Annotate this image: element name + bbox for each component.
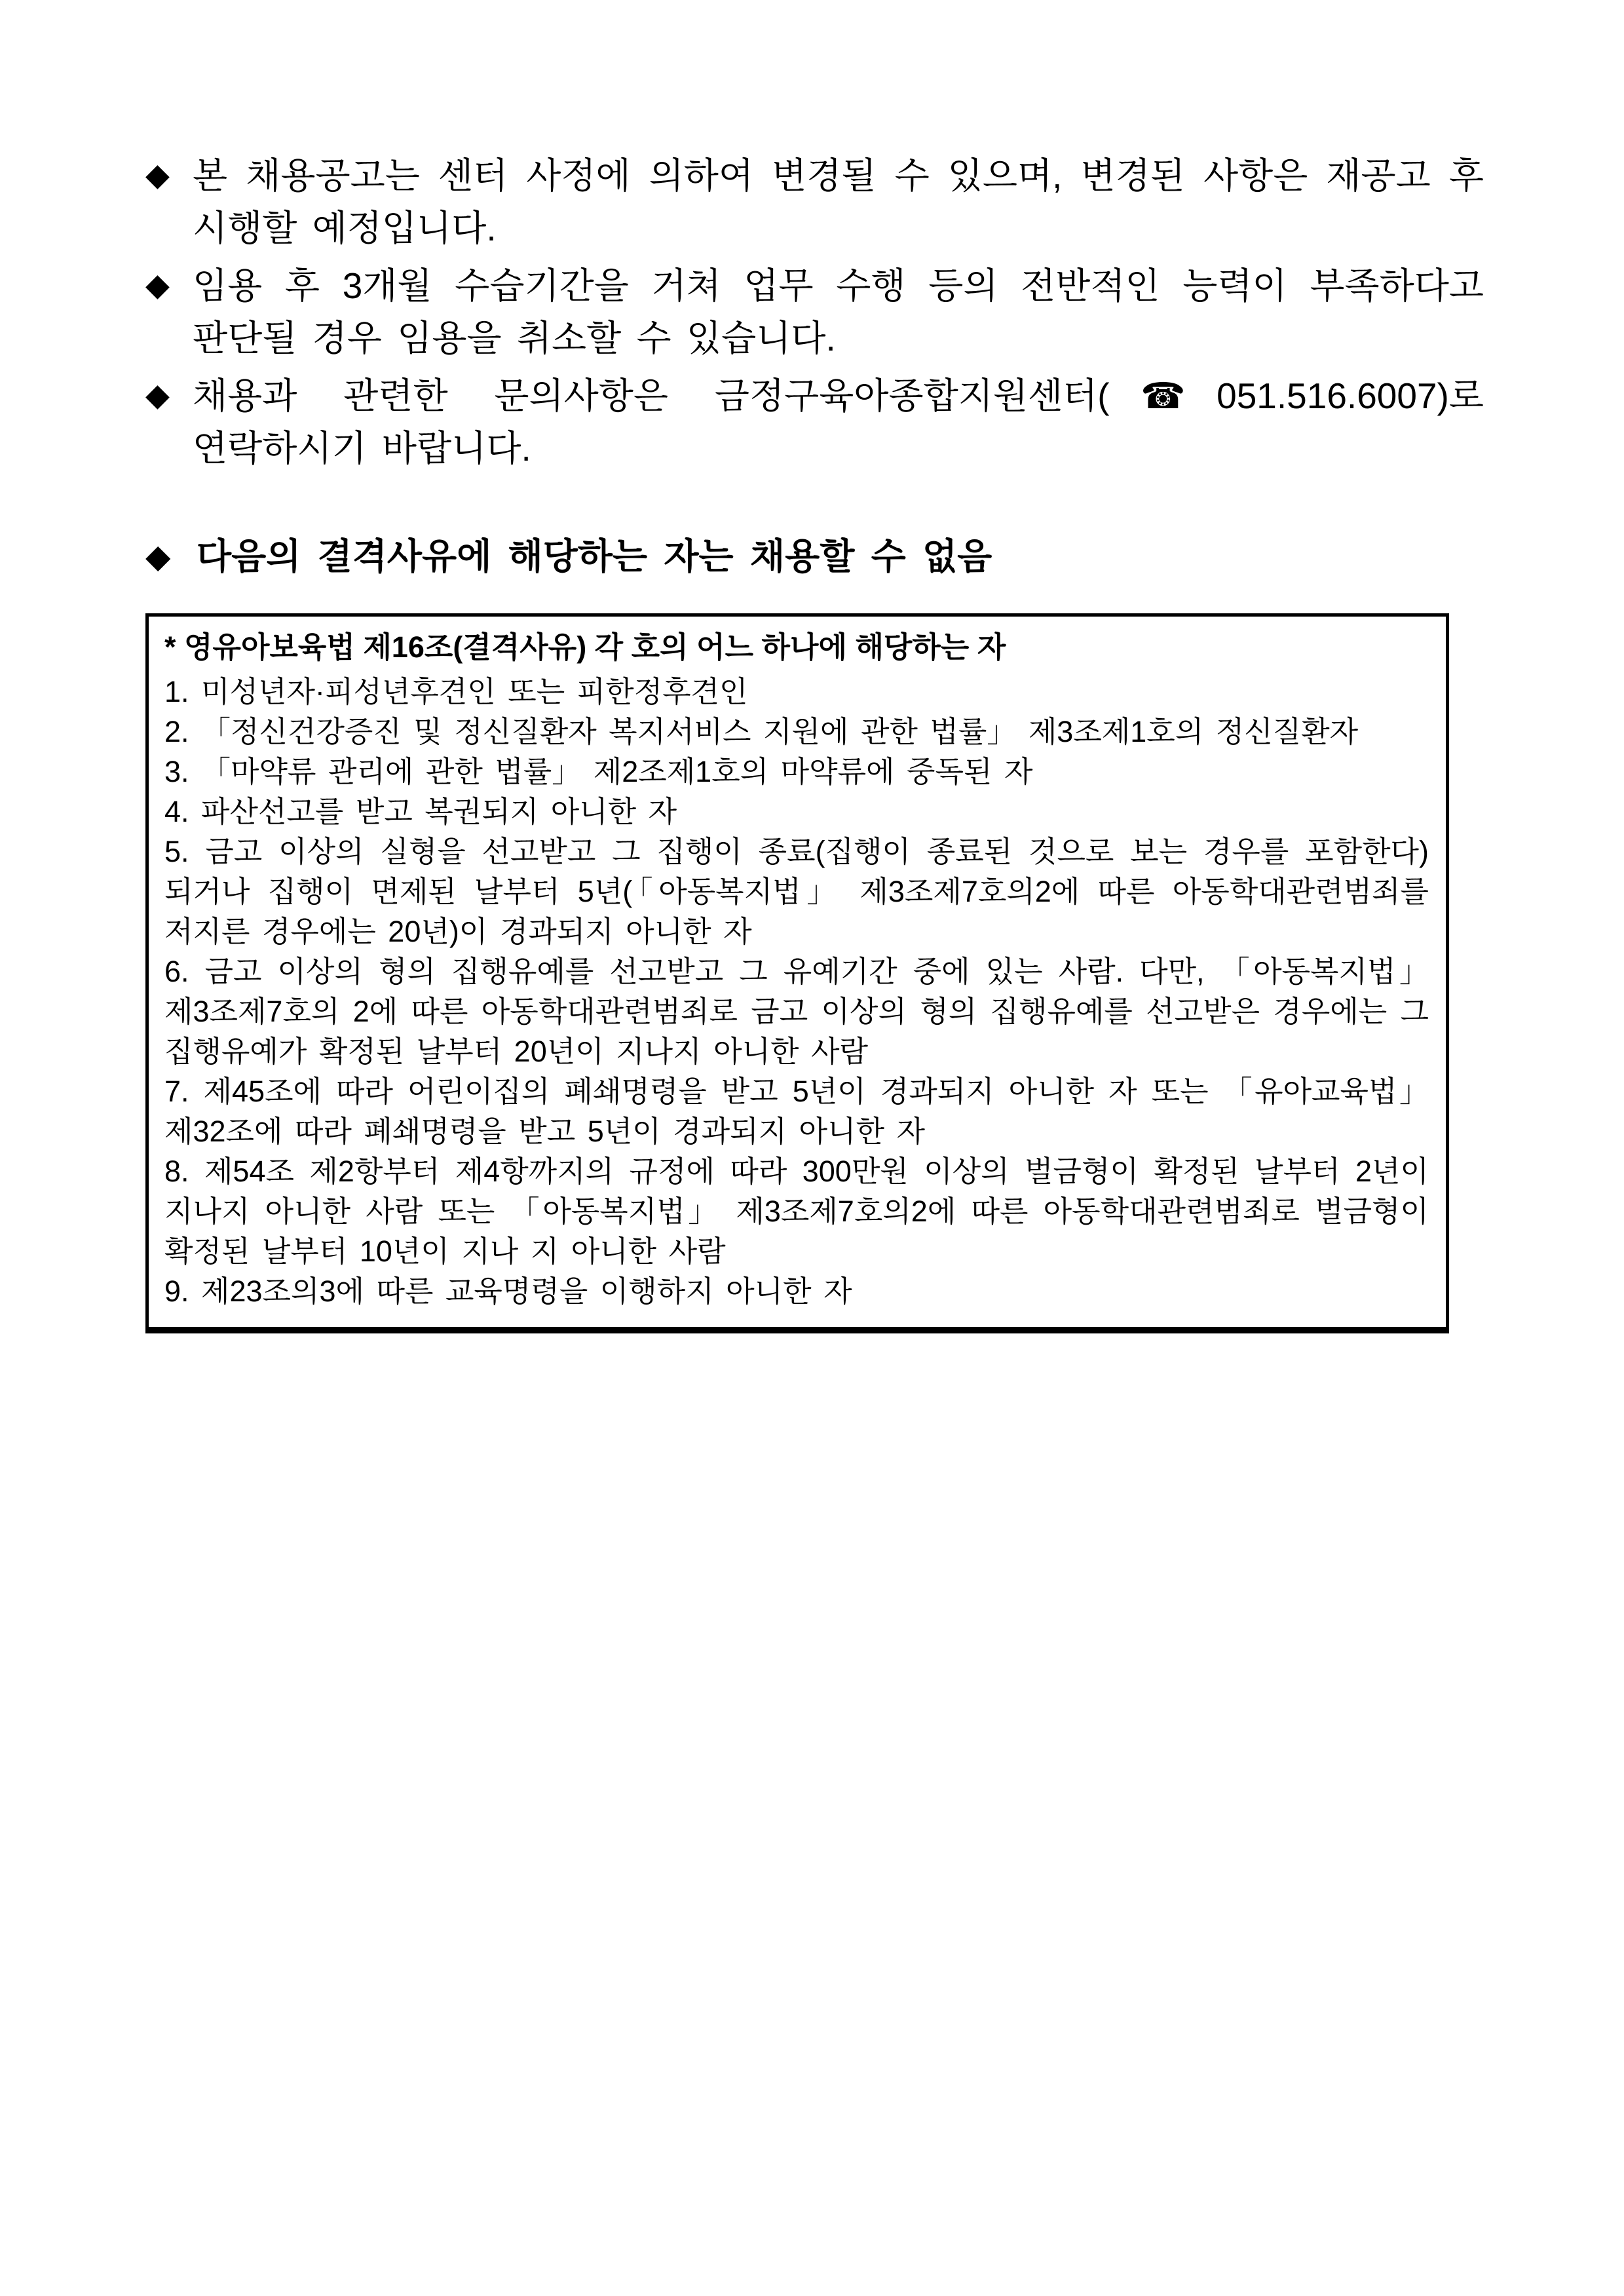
notice-text: 임용 후 3개월 수습기간을 거쳐 업무 수행 등의 전반적인 능력이 부족하다고 판단될 경우 임용을 취소할 수 있습니다. <box>193 265 1484 358</box>
law-box-title: * 영유아보육법 제16조(결격사유) 각 호의 어느 하나에 해당하는 자 <box>164 630 1006 664</box>
law-item: 1. 미성년자·피성년후견인 또는 피한정후견인 <box>164 675 748 708</box>
disqualification-box <box>145 613 1449 1333</box>
diamond-bullet-icon: ◆ <box>145 158 170 193</box>
section-heading-text: 다음의 결격사유에 해당하는 자는 채용할 수 없음 <box>197 536 992 577</box>
diamond-bullet-icon: ◆ <box>145 268 170 303</box>
law-item: 5. 금고 이상의 실형을 선고받고 그 집행이 종료(집행이 종료된 것으로 보는 경우를 포함한다)되거나 집행이 면제된 날부터 5년(「아동복지법」 제3조제7호의2에 따른 아동학대관련범죄를 저지른 경우에는 20년)이 경과되지 아니한 자 <box>164 835 1429 948</box>
law-item: 3. 「마약류 관리에 관한 법률」 제2조제1호의 마약류에 중독된 자 <box>164 755 1033 788</box>
section-heading <box>145 532 1484 581</box>
notice-paragraph <box>145 370 1484 474</box>
law-item: 2. 「정신건강증진 및 정신질환자 복지서비스 지원에 관한 법률」 제3조제1호의 정신질환자 <box>164 715 1359 748</box>
law-item: 8. 제54조 제2항부터 제4항까지의 규정에 따라 300만원 이상의 벌금형이 확정된 날부터 2년이 지나지 아니한 사람 또는 「아동복지법」 제3조제7호의2에 따른 아동학대관련범죄로 벌금형이 확정된 날부터 10년이 지나 지 아니한 사람 <box>164 1155 1429 1268</box>
law-item: 6. 금고 이상의 형의 집행유예를 선고받고 그 유예기간 중에 있는 사람. 다만, 「아동복지법」 제3조제7호의 2에 따른 아동학대관련범죄로 금고 이상의 형의 집행유예를 선고받은 경우에는 그 집행유예가 확정된 날부터 20년이 지나지 아니한 사람 <box>164 955 1429 1068</box>
notice-text: 본 채용공고는 센터 사정에 의하여 변경될 수 있으며, 변경된 사항은 재공고 후 시행할 예정입니다. <box>193 155 1484 248</box>
diamond-bullet-icon: ◆ <box>145 538 171 575</box>
notice-paragraph <box>145 259 1484 364</box>
law-item: 9. 제23조의3에 따른 교육명령을 이행하지 아니한 자 <box>164 1274 852 1308</box>
notice-text: 채용과 관련한 문의사항은 금정구육아종합지원센터(☎051.516.6007)로 연락하시기 바랍니다. <box>193 375 1484 469</box>
law-item: 7. 제45조에 따라 어린이집의 폐쇄명령을 받고 5년이 경과되지 아니한 자 또는 「유아교육법」 제32조에 따라 폐쇄명령을 받고 5년이 경과되지 아니한 자 <box>164 1075 1429 1148</box>
notice-paragraph <box>145 149 1484 254</box>
law-item: 4. 파산선고를 받고 복권되지 아니한 자 <box>164 795 677 828</box>
diamond-bullet-icon: ◆ <box>145 378 170 413</box>
